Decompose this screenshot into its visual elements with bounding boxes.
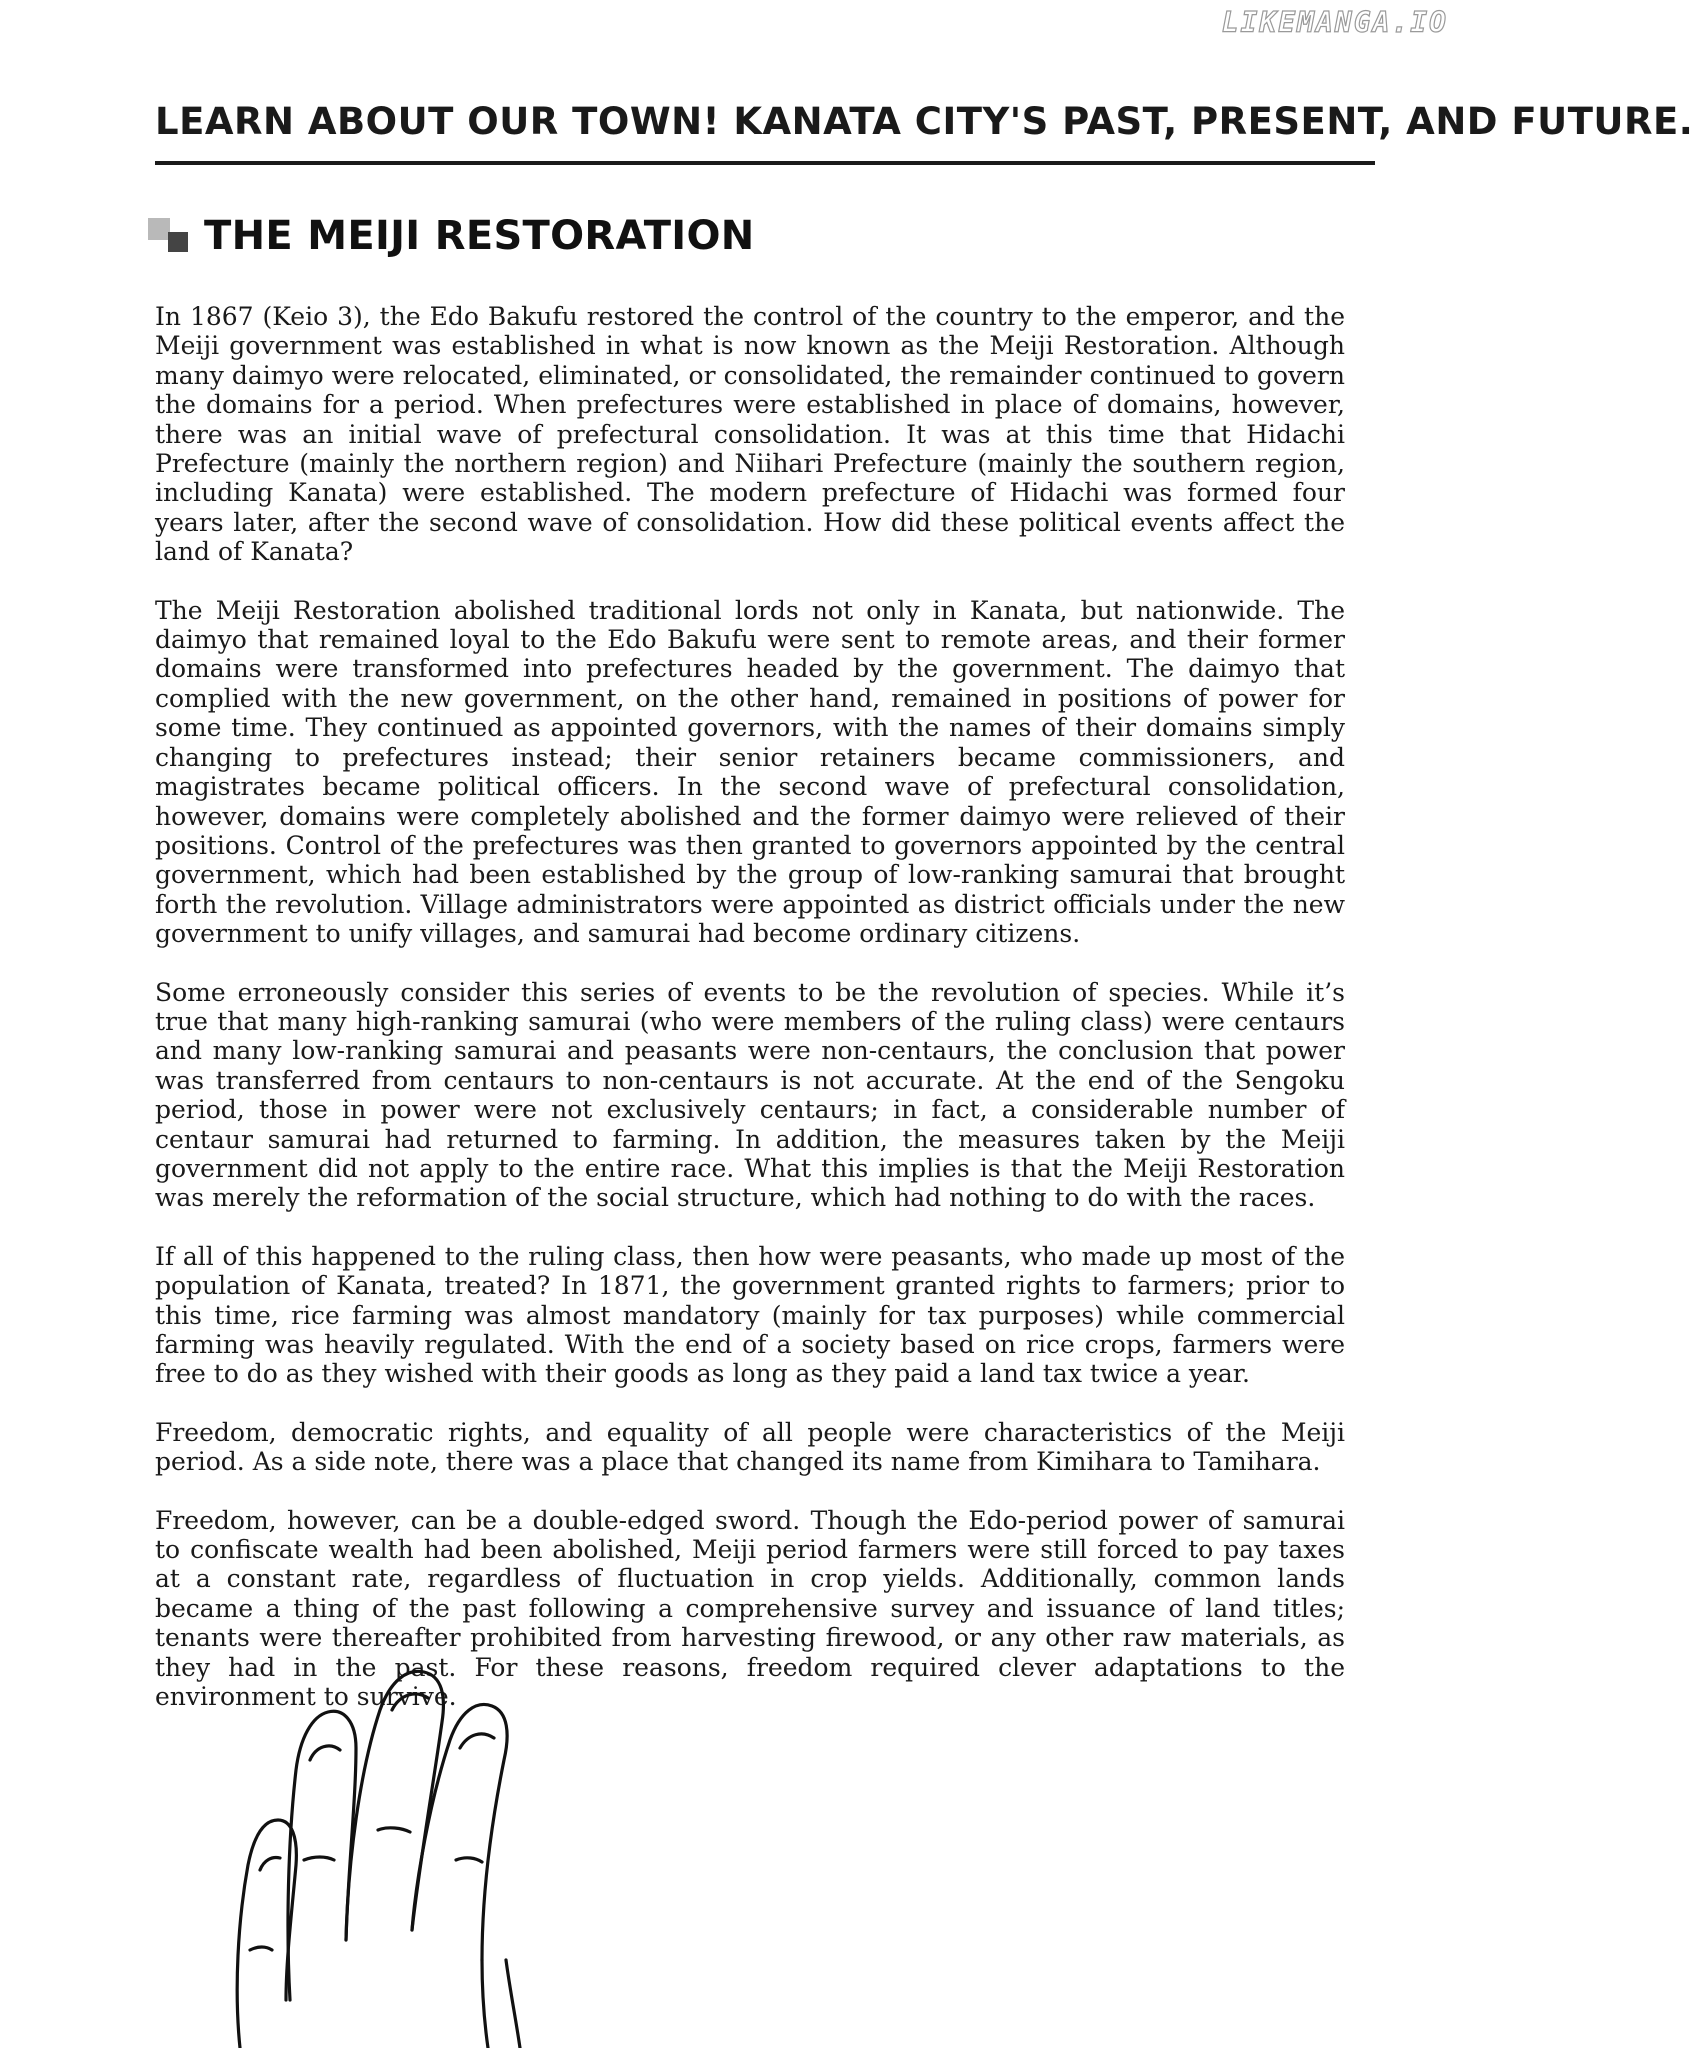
paragraph: Freedom, however, can be a double-edged sword. Though the Edo-period power of samurai to confiscate wealth had been abolished, Meiji period farmers were still forced to pay taxes at a constant rate, regardless of fluctuation in crop yields. Additionally, common lands became a thing of the past following a comprehensive survey and issuance of land titles; tenants were thereafter prohibited from harvesting firewood, or any other raw materials, as they had in the past. For these reasons, freedom required clever adaptations to the environment to survive. [155,1505,1345,1712]
running-head: LEARN ABOUT OUR TOWN! KANATA CITY'S PAST, PRESENT, AND FUTURE. [155,100,1693,143]
section-title: THE MEIJI RESTORATION [204,213,755,259]
section-heading [148,208,755,264]
paragraph: If all of this happened to the ruling class, then how were peasants, who made up most of the population of Kanata, treated? In 1871, the government granted rights to farmers; prior to this time, rice farming was almost mandatory (mainly for tax purposes) while commercial farming was heavily regulated. With the end of a society based on rice crops, farmers were free to do as they wished with their goods as long as they paid a land tax twice a year. [155,1241,1345,1389]
paragraph: Freedom, democratic rights, and equality of all people were characteristics of the Meiji period. As a side note, there was a place that changed its name from Kimihara to Tamihara. [155,1417,1345,1477]
hand-illustration [220,1660,680,2048]
article-body [155,302,1345,1740]
site-watermark: LIKEMANGA.IO [1221,6,1448,39]
paragraph: Some erroneously consider this series of events to be the revolution of species. While it’s true that many high-ranking samurai (who were members of the ruling class) were centaurs and many low-ranking samurai and peasants were non-centaurs, the conclusion that power was transferred from centaurs to non-centaurs is not accurate. At the end of the Sengoku period, those in power were not exclusively centaurs; in fact, a considerable number of centaur samurai had returned to farming. In addition, the measures taken by the Meiji government did not apply to the entire race. What this implies is that the Meiji Restoration was merely the reformation of the social structure, which had nothing to do with the races. [155,977,1345,1213]
paragraph: The Meiji Restoration abolished traditional lords not only in Kanata, but nationwide. The daimyo that remained loyal to the Edo Bakufu were sent to remote areas, and their former domains were transformed into prefectures headed by the government. The daimyo that complied with the new government, on the other hand, remained in positions of power for some time. They continued as appointed governors, with the names of their domains simply changing to prefectures instead; their senior retainers became commissioners, and magistrates became political officers. In the second wave of prefectural consolidation, however, domains were completely abolished and the former daimyo were relieved of their positions. Control of the prefectures was then granted to governors appointed by the central government, which had been established by the group of low-ranking samurai that brought forth the revolution. Village administrators were appointed as district officials under the new government to unify villages, and samurai had become ordinary citizens. [155,595,1345,949]
header-rule [155,161,1375,165]
double-square-bullet-icon [148,218,190,254]
paragraph: In 1867 (Keio 3), the Edo Bakufu restored the control of the country to the emperor, and the Meiji government was established in what is now known as the Meiji Restoration. Although many daimyo were relocated, eliminated, or consolidated, the remainder continued to govern the domains for a period. When prefectures were established in place of domains, however, there was an initial wave of prefectural consolidation. It was at this time that Hidachi Prefecture (mainly the northern region) and Niihari Prefecture (mainly the southern region, including Kanata) were established. The modern prefecture of Hidachi was formed four years later, after the second wave of consolidation. How did these political events affect the land of Kanata? [155,302,1345,567]
